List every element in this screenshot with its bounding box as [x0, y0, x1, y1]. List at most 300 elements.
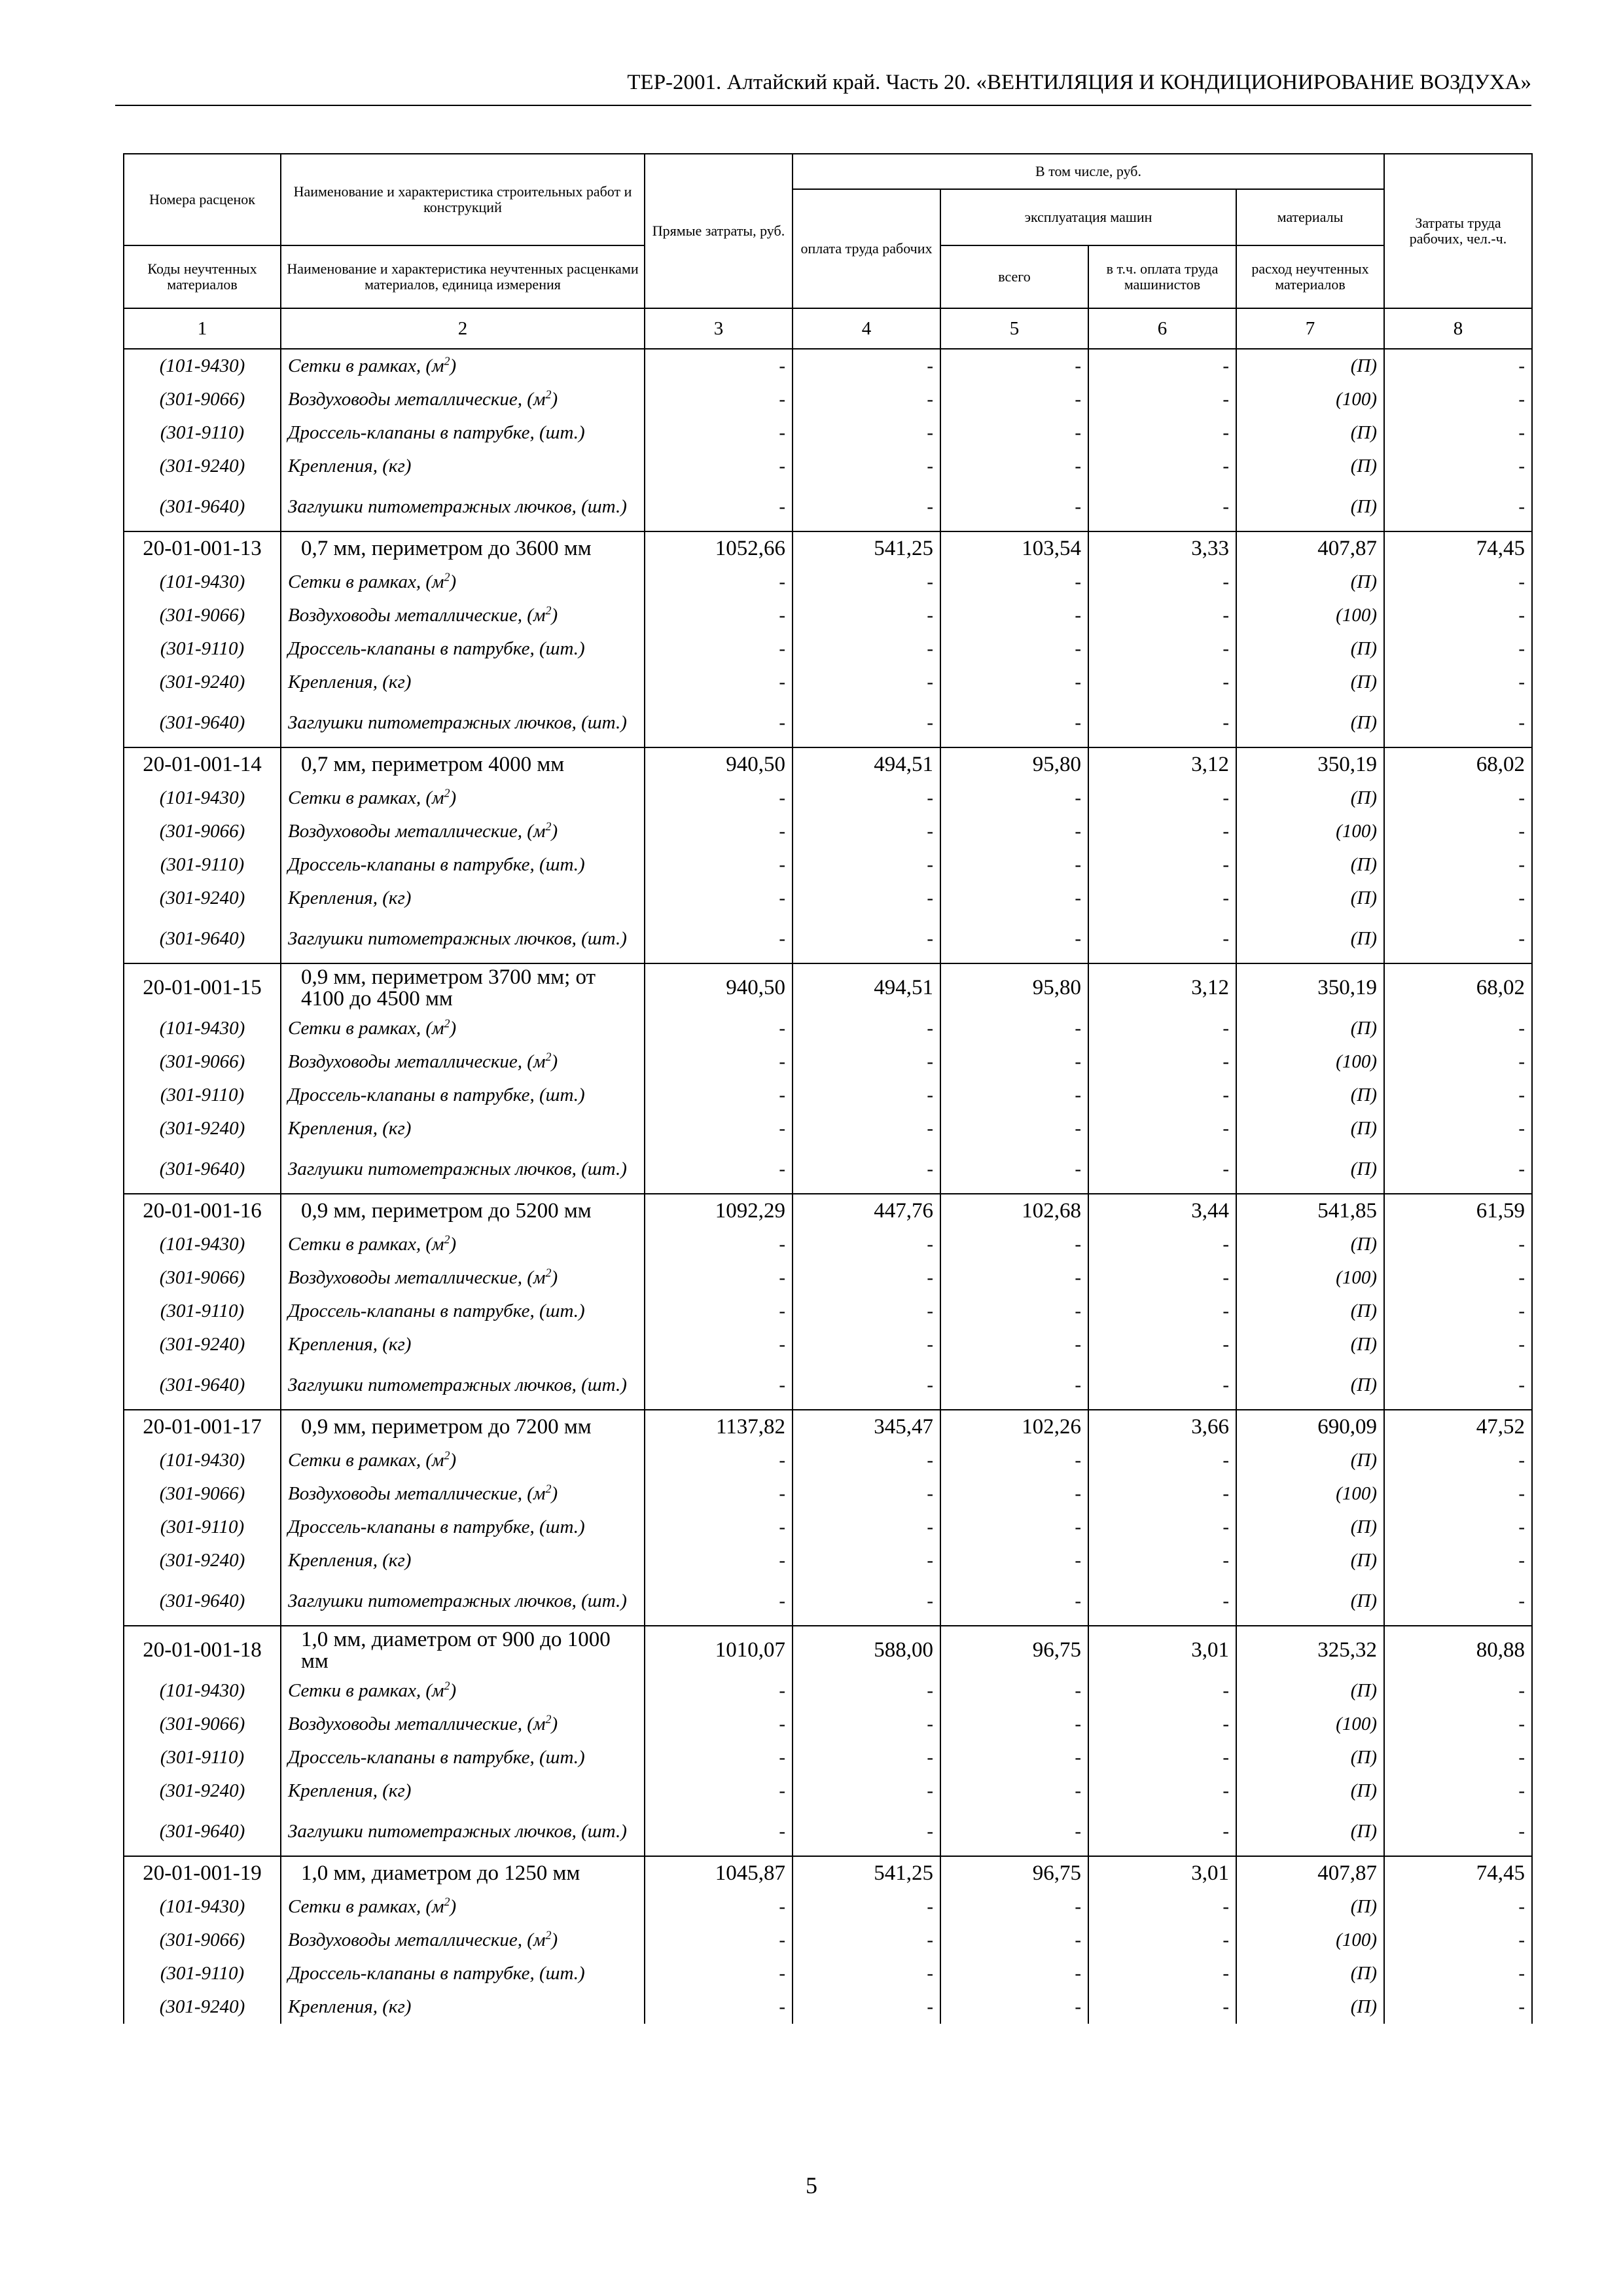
- materials-cell: (П): [1236, 1674, 1384, 1708]
- direct-costs-cell: -: [645, 1808, 793, 1856]
- labor-costs-cell: -: [1384, 1328, 1532, 1361]
- name-text: Дроссель-клапаны в патрубке, (шт.): [288, 1963, 585, 1984]
- name-text: Сетки в рамках, (м: [288, 1896, 444, 1917]
- name-text: Сетки в рамках, (м: [288, 787, 444, 808]
- operator-wages-cell: -: [1088, 1708, 1236, 1741]
- name-text: Крепления, (кг): [288, 888, 412, 908]
- labor-costs-cell: -: [1384, 416, 1532, 450]
- unit-exponent: 2: [545, 387, 552, 401]
- material-code: (101-9430): [124, 1228, 281, 1261]
- materials-cell: (П): [1236, 1990, 1384, 2024]
- labor-costs-cell: -: [1384, 565, 1532, 599]
- material-code: (301-9240): [124, 1328, 281, 1361]
- material-code: (301-9240): [124, 450, 281, 483]
- material-code: (301-9066): [124, 383, 281, 416]
- material-name: [281, 1145, 645, 1194]
- material-name: [281, 1328, 645, 1361]
- material-row: [124, 1890, 1532, 1924]
- rate-row: [124, 747, 1532, 781]
- operator-wages-cell: -: [1088, 882, 1236, 915]
- direct-costs-cell: -: [645, 349, 793, 383]
- operator-wages-cell: -: [1088, 1145, 1236, 1194]
- material-name: [281, 699, 645, 747]
- header-operator-wages: в т.ч. оплата труда машинистов: [1088, 245, 1236, 308]
- materials-cell: 350,19: [1236, 747, 1384, 781]
- machines-total-cell: -: [940, 1990, 1088, 2024]
- unit-exponent: 2: [545, 603, 552, 617]
- material-name: [281, 848, 645, 882]
- name-text: Воздуховоды металлические, (м: [288, 821, 546, 842]
- wages-cell: 345,47: [793, 1410, 940, 1444]
- labor-costs-cell: -: [1384, 1890, 1532, 1924]
- name-text: Заглушки питометражных лючков, (шт.): [288, 1158, 627, 1179]
- material-row: [124, 349, 1532, 383]
- name-text: Воздуховоды металлические, (м: [288, 605, 546, 626]
- direct-costs-cell: -: [645, 1145, 793, 1194]
- material-name: [281, 1112, 645, 1145]
- direct-costs-cell: 1052,66: [645, 531, 793, 565]
- material-row: [124, 915, 1532, 963]
- wages-cell: -: [793, 383, 940, 416]
- materials-cell: (П): [1236, 848, 1384, 882]
- name-tail: ): [450, 1234, 457, 1255]
- materials-cell: (П): [1236, 699, 1384, 747]
- material-code: (301-9066): [124, 1708, 281, 1741]
- machines-total-cell: -: [940, 1361, 1088, 1410]
- name-tail: ): [551, 1483, 558, 1504]
- name-text: Заглушки питометражных лючков, (шт.): [288, 1821, 627, 1842]
- operator-wages-cell: 3,12: [1088, 963, 1236, 1012]
- machines-total-cell: -: [940, 1261, 1088, 1295]
- labor-costs-cell: -: [1384, 1957, 1532, 1990]
- name-text: 0,9 мм, периметром до 7200 мм: [301, 1415, 592, 1439]
- materials-cell: (100): [1236, 1708, 1384, 1741]
- wages-cell: -: [793, 1295, 940, 1328]
- labor-costs-cell: -: [1384, 1708, 1532, 1741]
- name-tail: ): [450, 1018, 457, 1039]
- material-row: [124, 1577, 1532, 1626]
- name-text: Сетки в рамках, (м: [288, 1234, 444, 1255]
- column-number: 8: [1384, 308, 1532, 349]
- direct-costs-cell: -: [645, 1477, 793, 1511]
- machines-total-cell: -: [940, 882, 1088, 915]
- materials-cell: (П): [1236, 450, 1384, 483]
- wages-cell: -: [793, 1079, 940, 1112]
- operator-wages-cell: -: [1088, 1957, 1236, 1990]
- labor-costs-cell: -: [1384, 1045, 1532, 1079]
- operator-wages-cell: -: [1088, 565, 1236, 599]
- operator-wages-cell: -: [1088, 416, 1236, 450]
- direct-costs-cell: -: [645, 882, 793, 915]
- machines-total-cell: -: [940, 699, 1088, 747]
- name-text: Дроссель-клапаны в патрубке, (шт.): [288, 1747, 585, 1768]
- materials-cell: (П): [1236, 1808, 1384, 1856]
- operator-wages-cell: -: [1088, 383, 1236, 416]
- materials-cell: (100): [1236, 383, 1384, 416]
- machines-total-cell: 102,68: [940, 1194, 1088, 1228]
- material-code: (101-9430): [124, 565, 281, 599]
- material-code: (101-9430): [124, 1890, 281, 1924]
- materials-cell: (100): [1236, 599, 1384, 632]
- material-code: (301-9240): [124, 1990, 281, 2024]
- rate-code: 20-01-001-19: [124, 1856, 281, 1890]
- operator-wages-cell: -: [1088, 483, 1236, 531]
- machines-total-cell: -: [940, 666, 1088, 699]
- operator-wages-cell: 3,33: [1088, 531, 1236, 565]
- wages-cell: -: [793, 1511, 940, 1544]
- material-row: [124, 483, 1532, 531]
- header-material-codes: Коды неучтенных материалов: [124, 245, 281, 308]
- machines-total-cell: -: [940, 1957, 1088, 1990]
- wages-cell: -: [793, 1674, 940, 1708]
- operator-wages-cell: -: [1088, 1045, 1236, 1079]
- table-header: [124, 154, 1532, 349]
- header-rate-numbers: Номера расценок: [124, 154, 281, 245]
- direct-costs-cell: 940,50: [645, 963, 793, 1012]
- name-text: 0,9 мм, периметром 3700 мм; от 4100 до 4500 мм: [301, 965, 596, 1011]
- operator-wages-cell: -: [1088, 1741, 1236, 1774]
- operator-wages-cell: -: [1088, 1295, 1236, 1328]
- machines-total-cell: -: [940, 1112, 1088, 1145]
- name-text: Сетки в рамках, (м: [288, 355, 444, 376]
- wages-cell: -: [793, 632, 940, 666]
- direct-costs-cell: -: [645, 699, 793, 747]
- labor-costs-cell: -: [1384, 1924, 1532, 1957]
- material-name: [281, 1079, 645, 1112]
- name-tail: ): [551, 605, 558, 626]
- header-machines-total: всего: [940, 245, 1088, 308]
- material-name: [281, 483, 645, 531]
- wages-cell: -: [793, 815, 940, 848]
- material-name: [281, 666, 645, 699]
- direct-costs-cell: 1045,87: [645, 1856, 793, 1890]
- material-row: [124, 1808, 1532, 1856]
- operator-wages-cell: -: [1088, 1924, 1236, 1957]
- direct-costs-cell: -: [645, 1741, 793, 1774]
- machines-total-cell: -: [940, 815, 1088, 848]
- wages-cell: -: [793, 416, 940, 450]
- direct-costs-cell: -: [645, 1261, 793, 1295]
- operator-wages-cell: -: [1088, 1577, 1236, 1626]
- running-header: ТЕР-2001. Алтайский край. Часть 20. «ВЕНТИЛЯЦИЯ И КОНДИЦИОНИРОВАНИЕ ВОЗДУХА»: [627, 71, 1531, 94]
- name-tail: ): [450, 1896, 457, 1917]
- material-name: [281, 383, 645, 416]
- name-text: Крепления, (кг): [288, 456, 412, 476]
- machines-total-cell: -: [940, 1511, 1088, 1544]
- labor-costs-cell: -: [1384, 1477, 1532, 1511]
- name-text: Воздуховоды металлические, (м: [288, 1267, 546, 1288]
- material-row: [124, 632, 1532, 666]
- materials-cell: (П): [1236, 666, 1384, 699]
- operator-wages-cell: -: [1088, 1112, 1236, 1145]
- name-tail: ): [450, 1680, 457, 1701]
- name-text: 0,9 мм, периметром до 5200 мм: [301, 1199, 592, 1223]
- direct-costs-cell: -: [645, 632, 793, 666]
- wages-cell: -: [793, 565, 940, 599]
- material-code: (301-9640): [124, 1145, 281, 1194]
- machines-total-cell: -: [940, 1012, 1088, 1045]
- labor-costs-cell: -: [1384, 1261, 1532, 1295]
- header-wages: оплата труда рабочих: [793, 189, 940, 308]
- machines-total-cell: -: [940, 1924, 1088, 1957]
- material-name: [281, 882, 645, 915]
- machines-total-cell: -: [940, 1544, 1088, 1577]
- wages-cell: -: [793, 666, 940, 699]
- labor-costs-cell: -: [1384, 1577, 1532, 1626]
- wages-cell: -: [793, 1544, 940, 1577]
- wages-cell: -: [793, 1924, 940, 1957]
- labor-costs-cell: -: [1384, 1774, 1532, 1808]
- material-code: (301-9110): [124, 848, 281, 882]
- material-name: [281, 1261, 645, 1295]
- direct-costs-cell: -: [645, 1924, 793, 1957]
- rate-description: [281, 1194, 645, 1228]
- wages-cell: -: [793, 882, 940, 915]
- material-code: (301-9110): [124, 416, 281, 450]
- materials-cell: (П): [1236, 1328, 1384, 1361]
- material-name: [281, 599, 645, 632]
- header-material-consumption: расход неучтенных материалов: [1236, 245, 1384, 308]
- labor-costs-cell: -: [1384, 1361, 1532, 1410]
- machines-total-cell: -: [940, 1890, 1088, 1924]
- material-row: [124, 1328, 1532, 1361]
- materials-cell: (П): [1236, 1012, 1384, 1045]
- unit-exponent: 2: [545, 1050, 552, 1064]
- wages-cell: -: [793, 699, 940, 747]
- name-text: 0,7 мм, периметром до 3600 мм: [301, 537, 592, 560]
- labor-costs-cell: -: [1384, 1544, 1532, 1577]
- material-code: (101-9430): [124, 1674, 281, 1708]
- material-code: (301-9110): [124, 1079, 281, 1112]
- wages-cell: -: [793, 1112, 940, 1145]
- machines-total-cell: -: [940, 1145, 1088, 1194]
- direct-costs-cell: -: [645, 848, 793, 882]
- unit-exponent: 2: [444, 786, 450, 800]
- machines-total-cell: -: [940, 1741, 1088, 1774]
- materials-cell: (П): [1236, 781, 1384, 815]
- operator-wages-cell: 3,01: [1088, 1856, 1236, 1890]
- material-row: [124, 599, 1532, 632]
- materials-cell: (П): [1236, 915, 1384, 963]
- name-tail: ): [450, 787, 457, 808]
- material-code: (101-9430): [124, 781, 281, 815]
- wages-cell: -: [793, 1045, 940, 1079]
- column-number: 5: [940, 308, 1088, 349]
- name-text: Крепления, (кг): [288, 1118, 412, 1139]
- material-name: [281, 1045, 645, 1079]
- direct-costs-cell: -: [645, 1444, 793, 1477]
- labor-costs-cell: -: [1384, 1228, 1532, 1261]
- wages-cell: -: [793, 1444, 940, 1477]
- material-row: [124, 815, 1532, 848]
- material-row: [124, 1511, 1532, 1544]
- material-name: [281, 1741, 645, 1774]
- name-tail: ): [551, 1051, 558, 1072]
- machines-total-cell: -: [940, 599, 1088, 632]
- header-material-names: Наименование и характеристика неучтенных расценками материалов, единица измерения: [281, 245, 645, 308]
- rate-row: [124, 1626, 1532, 1674]
- rate-row: [124, 1856, 1532, 1890]
- labor-costs-cell: -: [1384, 1511, 1532, 1544]
- rate-row: [124, 1194, 1532, 1228]
- name-tail: ): [450, 571, 457, 592]
- materials-cell: (П): [1236, 1295, 1384, 1328]
- material-name: [281, 1890, 645, 1924]
- machines-total-cell: 96,75: [940, 1626, 1088, 1674]
- direct-costs-cell: -: [645, 1774, 793, 1808]
- wages-cell: -: [793, 1328, 940, 1361]
- material-row: [124, 1741, 1532, 1774]
- material-name: [281, 349, 645, 383]
- material-code: (301-9640): [124, 699, 281, 747]
- name-text: Дроссель-клапаны в патрубке, (шт.): [288, 1300, 585, 1321]
- materials-cell: (П): [1236, 1079, 1384, 1112]
- materials-cell: (П): [1236, 1957, 1384, 1990]
- material-name: [281, 565, 645, 599]
- material-row: [124, 1228, 1532, 1261]
- material-code: (101-9430): [124, 349, 281, 383]
- direct-costs-cell: -: [645, 599, 793, 632]
- direct-costs-cell: -: [645, 483, 793, 531]
- direct-costs-cell: -: [645, 1045, 793, 1079]
- labor-costs-cell: 68,02: [1384, 747, 1532, 781]
- wages-cell: -: [793, 599, 940, 632]
- material-code: (301-9066): [124, 1924, 281, 1957]
- direct-costs-cell: -: [645, 1990, 793, 2024]
- materials-cell: (П): [1236, 632, 1384, 666]
- labor-costs-cell: -: [1384, 815, 1532, 848]
- material-name: [281, 1808, 645, 1856]
- machines-total-cell: -: [940, 915, 1088, 963]
- direct-costs-cell: -: [645, 1577, 793, 1626]
- wages-cell: -: [793, 1957, 940, 1990]
- operator-wages-cell: -: [1088, 1012, 1236, 1045]
- machines-total-cell: -: [940, 1444, 1088, 1477]
- direct-costs-cell: -: [645, 1112, 793, 1145]
- name-text: Сетки в рамках, (м: [288, 1450, 444, 1471]
- rate-description: [281, 747, 645, 781]
- name-text: Воздуховоды металлические, (м: [288, 1929, 546, 1950]
- labor-costs-cell: -: [1384, 1808, 1532, 1856]
- labor-costs-cell: -: [1384, 1295, 1532, 1328]
- material-row: [124, 1112, 1532, 1145]
- material-row: [124, 1708, 1532, 1741]
- material-code: (301-9110): [124, 1741, 281, 1774]
- operator-wages-cell: -: [1088, 349, 1236, 383]
- unit-exponent: 2: [444, 354, 450, 368]
- material-name: [281, 1990, 645, 2024]
- direct-costs-cell: -: [645, 1544, 793, 1577]
- operator-wages-cell: -: [1088, 1890, 1236, 1924]
- name-tail: ): [551, 1267, 558, 1288]
- material-code: (301-9066): [124, 815, 281, 848]
- operator-wages-cell: -: [1088, 1477, 1236, 1511]
- labor-costs-cell: -: [1384, 1990, 1532, 2024]
- column-numbers-row: [124, 308, 1532, 349]
- labor-costs-cell: -: [1384, 1112, 1532, 1145]
- operator-wages-cell: 3,44: [1088, 1194, 1236, 1228]
- unit-exponent: 2: [444, 1895, 450, 1909]
- labor-costs-cell: 74,45: [1384, 531, 1532, 565]
- rate-description: [281, 963, 645, 1012]
- wages-cell: -: [793, 1145, 940, 1194]
- machines-total-cell: -: [940, 416, 1088, 450]
- operator-wages-cell: -: [1088, 1328, 1236, 1361]
- direct-costs-cell: -: [645, 1708, 793, 1741]
- machines-total-cell: -: [940, 383, 1088, 416]
- materials-cell: (П): [1236, 1145, 1384, 1194]
- labor-costs-cell: -: [1384, 915, 1532, 963]
- labor-costs-cell: -: [1384, 599, 1532, 632]
- name-tail: ): [450, 355, 457, 376]
- material-name: [281, 815, 645, 848]
- wages-cell: -: [793, 1808, 940, 1856]
- material-row: [124, 781, 1532, 815]
- direct-costs-cell: 1010,07: [645, 1626, 793, 1674]
- machines-total-cell: -: [940, 1708, 1088, 1741]
- name-text: Крепления, (кг): [288, 672, 412, 692]
- labor-costs-cell: -: [1384, 699, 1532, 747]
- machines-total-cell: -: [940, 1808, 1088, 1856]
- name-text: 1,0 мм, диаметром от 900 до 1000 мм: [301, 1627, 611, 1673]
- materials-cell: (П): [1236, 565, 1384, 599]
- material-row: [124, 1674, 1532, 1708]
- operator-wages-cell: -: [1088, 1774, 1236, 1808]
- material-name: [281, 1577, 645, 1626]
- materials-cell: 350,19: [1236, 963, 1384, 1012]
- operator-wages-cell: -: [1088, 848, 1236, 882]
- wages-cell: -: [793, 1708, 940, 1741]
- direct-costs-cell: -: [645, 1674, 793, 1708]
- material-row: [124, 1444, 1532, 1477]
- material-name: [281, 1674, 645, 1708]
- name-text: Заглушки питометражных лючков, (шт.): [288, 928, 627, 949]
- materials-cell: 407,87: [1236, 1856, 1384, 1890]
- labor-costs-cell: -: [1384, 383, 1532, 416]
- direct-costs-cell: -: [645, 781, 793, 815]
- material-name: [281, 1957, 645, 1990]
- labor-costs-cell: -: [1384, 1145, 1532, 1194]
- rate-description: [281, 1626, 645, 1674]
- machines-total-cell: -: [940, 1045, 1088, 1079]
- operator-wages-cell: -: [1088, 1808, 1236, 1856]
- wages-cell: 447,76: [793, 1194, 940, 1228]
- direct-costs-cell: -: [645, 1957, 793, 1990]
- labor-costs-cell: -: [1384, 1741, 1532, 1774]
- name-text: Сетки в рамках, (м: [288, 1018, 444, 1039]
- materials-cell: (100): [1236, 1261, 1384, 1295]
- wages-cell: -: [793, 1741, 940, 1774]
- wages-cell: -: [793, 1261, 940, 1295]
- materials-cell: (100): [1236, 1045, 1384, 1079]
- material-code: (101-9430): [124, 1012, 281, 1045]
- rate-code: 20-01-001-13: [124, 531, 281, 565]
- material-name: [281, 632, 645, 666]
- unit-exponent: 2: [545, 1482, 552, 1496]
- price-norms-table: [123, 153, 1533, 2024]
- column-number: 3: [645, 308, 793, 349]
- machines-total-cell: -: [940, 1477, 1088, 1511]
- header-materials: материалы: [1236, 189, 1384, 245]
- materials-cell: 690,09: [1236, 1410, 1384, 1444]
- operator-wages-cell: 3,66: [1088, 1410, 1236, 1444]
- rate-code: 20-01-001-14: [124, 747, 281, 781]
- labor-costs-cell: -: [1384, 1079, 1532, 1112]
- wages-cell: 494,51: [793, 963, 940, 1012]
- rate-code: 20-01-001-16: [124, 1194, 281, 1228]
- materials-cell: (П): [1236, 1444, 1384, 1477]
- name-text: Крепления, (кг): [288, 1550, 412, 1571]
